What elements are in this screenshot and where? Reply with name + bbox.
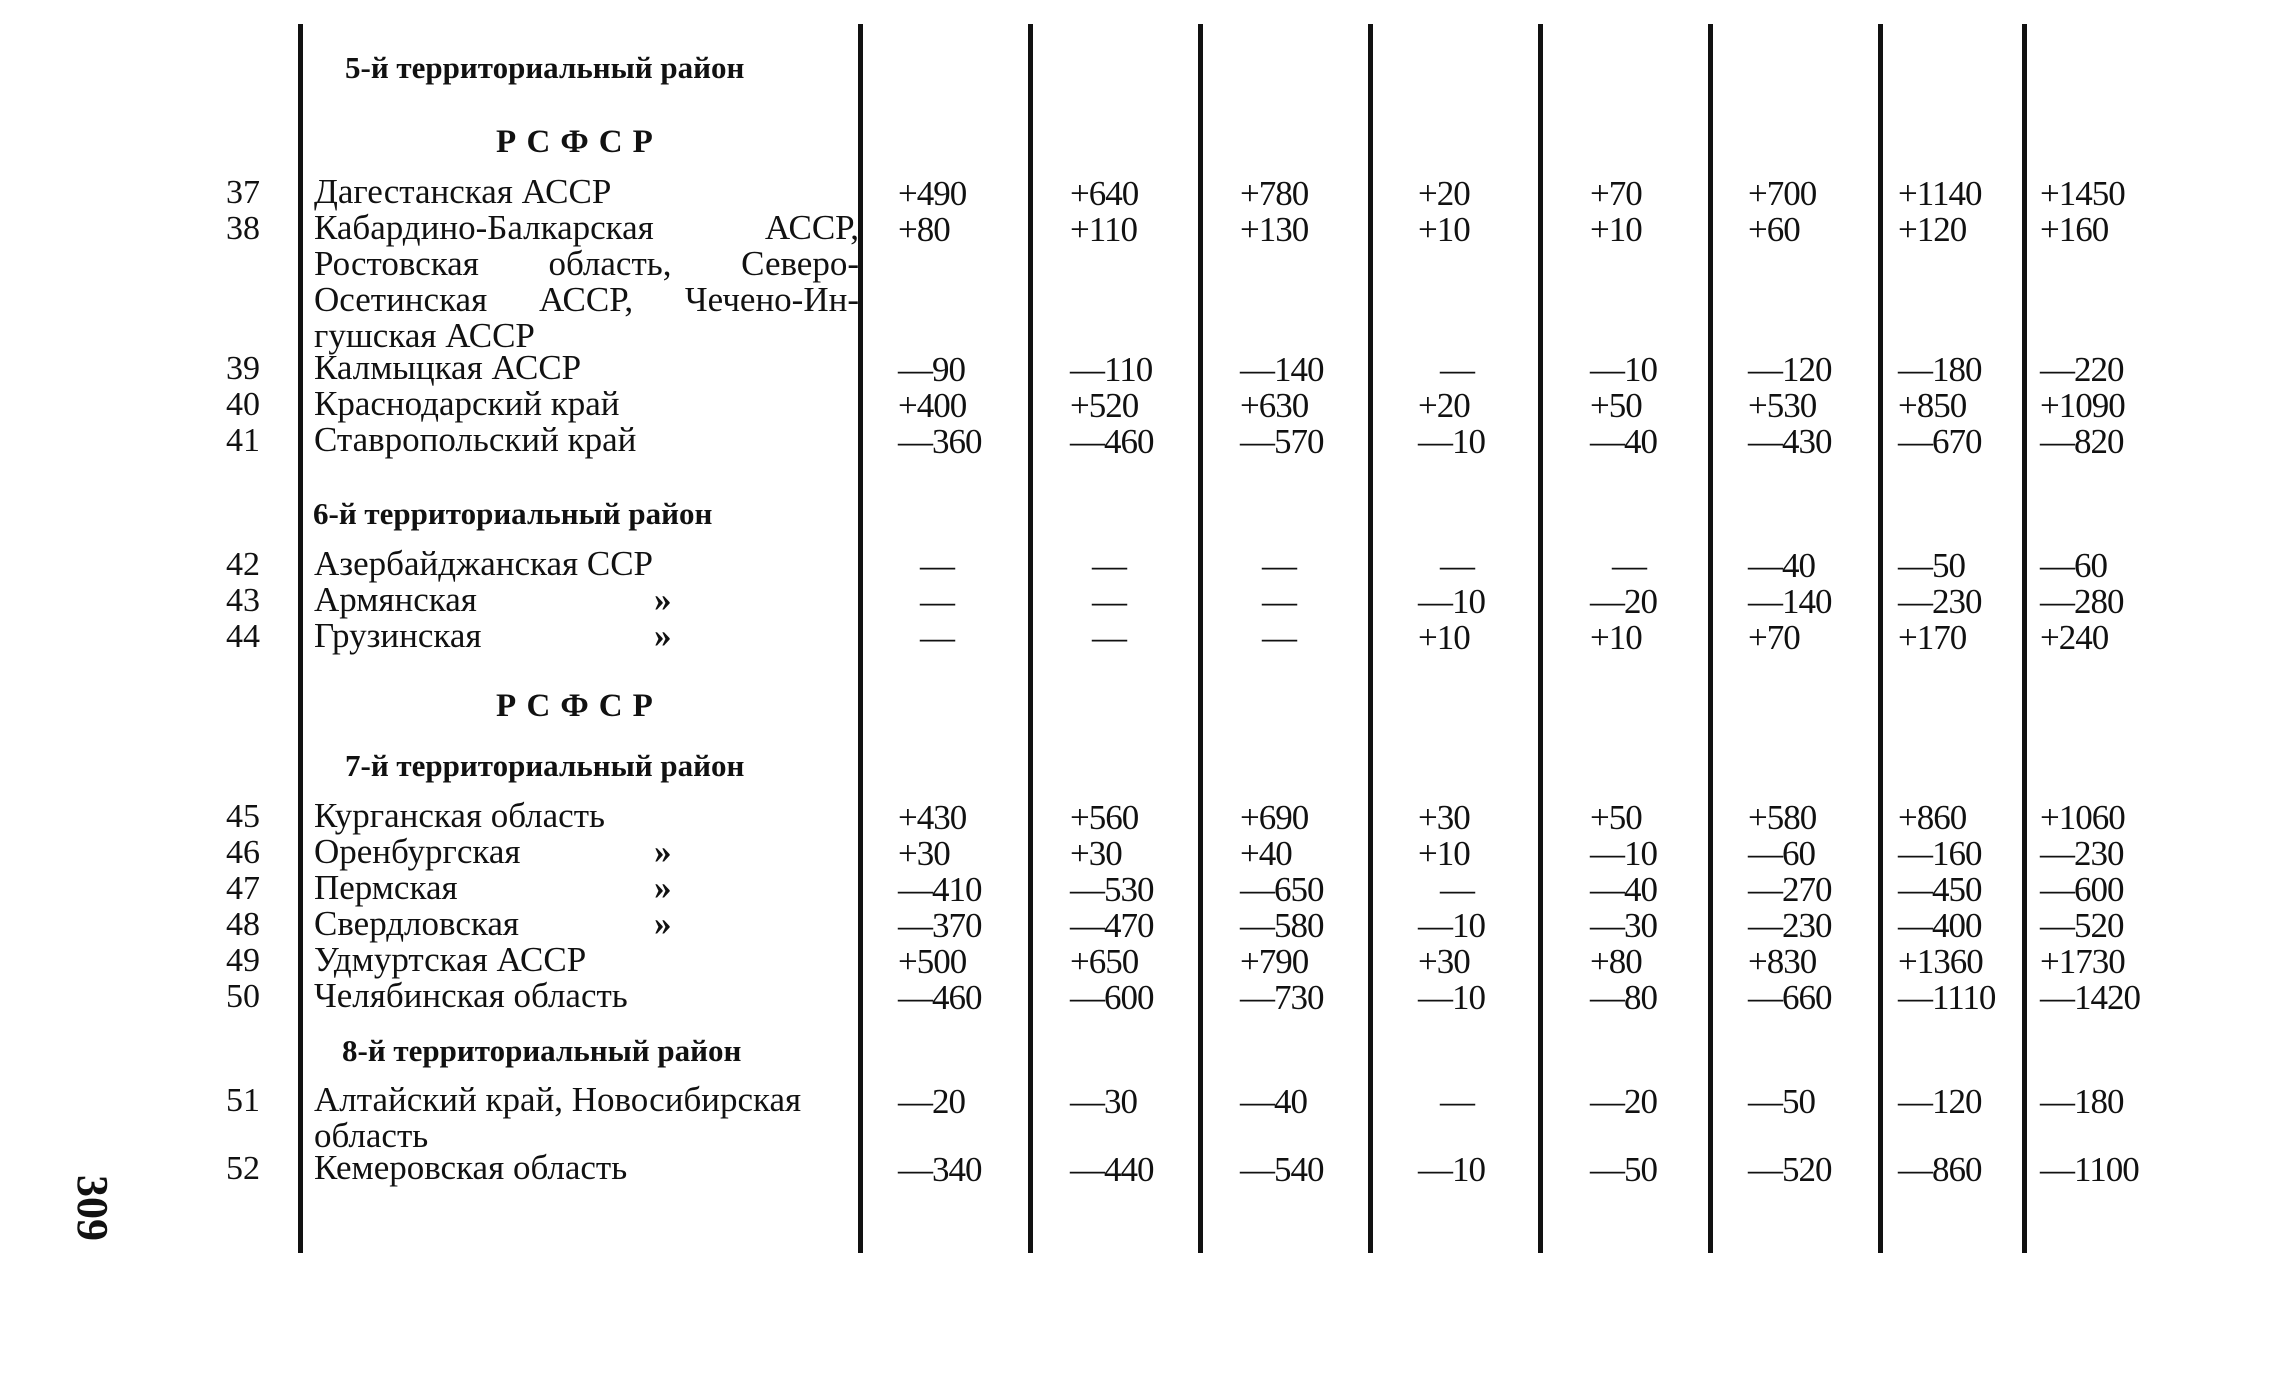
row-number: 39	[226, 350, 260, 387]
value-cell: —	[1612, 546, 1646, 585]
value-cell: +80	[1590, 942, 1642, 981]
value-cell: —1110	[1898, 978, 1996, 1017]
value-cell: —530	[1070, 870, 1154, 909]
row-number: 48	[226, 906, 260, 943]
value-cell: +130	[1240, 210, 1309, 249]
value-cell: —430	[1748, 422, 1832, 461]
value-cell: —820	[2040, 422, 2124, 461]
region-name-line: Ставропольский край	[314, 420, 637, 459]
value-cell: —50	[1748, 1082, 1815, 1121]
page-number: 309	[68, 1175, 117, 1241]
row-number: 37	[226, 174, 260, 211]
value-cell: +80	[898, 210, 950, 249]
region-name	[314, 582, 859, 618]
value-cell: —	[1262, 618, 1296, 657]
rule-col-2	[1028, 24, 1033, 1253]
value-cell: +630	[1240, 386, 1309, 425]
value-cell: —60	[2040, 546, 2107, 585]
region-name-line: Пермская »	[314, 868, 672, 907]
region-name-line: гушская АССР	[314, 316, 535, 355]
row-number: 44	[226, 618, 260, 655]
ditto-mark: »	[654, 580, 672, 619]
row-number: 42	[226, 546, 260, 583]
value-cell: —110	[1070, 350, 1153, 389]
region-name	[314, 422, 859, 458]
value-cell: —	[1440, 870, 1474, 909]
value-cell: —600	[1070, 978, 1154, 1017]
row-number: 51	[226, 1082, 260, 1119]
value-cell: —20	[1590, 582, 1657, 621]
value-cell: +30	[1418, 798, 1470, 837]
district-heading: 6-й территориальный район	[313, 496, 713, 531]
value-cell: —40	[1240, 1082, 1307, 1121]
value-cell: —20	[1590, 1082, 1657, 1121]
value-cell: —450	[1898, 870, 1982, 909]
value-cell: +400	[898, 386, 967, 425]
value-cell: +580	[1748, 798, 1817, 837]
row-number: 45	[226, 798, 260, 835]
ditto-mark: »	[654, 904, 672, 943]
value-cell: +530	[1748, 386, 1817, 425]
value-cell: —1420	[2040, 978, 2140, 1017]
value-cell: +430	[898, 798, 967, 837]
region-name	[314, 350, 859, 386]
region-name-line: Азербайджанская ССР	[314, 544, 654, 583]
value-cell: +1360	[1898, 942, 1983, 981]
region-name	[314, 834, 859, 870]
value-cell: —230	[1898, 582, 1982, 621]
value-cell: —600	[2040, 870, 2124, 909]
region-name-line: Ростовская область, Северо-	[314, 244, 859, 283]
region-name	[314, 386, 859, 422]
value-cell: —730	[1240, 978, 1324, 1017]
value-cell: +1060	[2040, 798, 2125, 837]
row-number: 43	[226, 582, 260, 619]
value-cell: —1100	[2040, 1150, 2139, 1189]
value-cell: +10	[1590, 618, 1642, 657]
region-name	[314, 798, 859, 834]
region-name-line: Калмыцкая АССР	[314, 348, 582, 387]
region-name	[314, 942, 859, 978]
value-cell: —	[1440, 1082, 1474, 1121]
value-cell: —660	[1748, 978, 1832, 1017]
region-name	[314, 174, 859, 210]
value-cell: +830	[1748, 942, 1817, 981]
region-name	[314, 1082, 859, 1154]
value-cell: +70	[1590, 174, 1642, 213]
region-name-line: Курганская область	[314, 796, 605, 835]
value-cell: —	[1092, 582, 1126, 621]
value-cell: +10	[1418, 210, 1470, 249]
region-name-line: Дагестанская АССР	[314, 172, 612, 211]
value-cell: +30	[1418, 942, 1470, 981]
value-cell: —	[920, 582, 954, 621]
value-cell: +110	[1070, 210, 1137, 249]
value-cell: —180	[1898, 350, 1982, 389]
value-cell: +640	[1070, 174, 1139, 213]
value-cell: —230	[2040, 834, 2124, 873]
value-cell: —40	[1590, 422, 1657, 461]
value-cell: +50	[1590, 798, 1642, 837]
value-cell: +20	[1418, 386, 1470, 425]
value-cell: —340	[898, 1150, 982, 1189]
value-cell: +30	[1070, 834, 1122, 873]
value-cell: +650	[1070, 942, 1139, 981]
value-cell: —	[920, 546, 954, 585]
row-number: 49	[226, 942, 260, 979]
value-cell: +70	[1748, 618, 1800, 657]
row-number: 38	[226, 210, 260, 247]
value-cell: —160	[1898, 834, 1982, 873]
value-cell: —860	[1898, 1150, 1982, 1189]
region-name-line: Кемеровская область	[314, 1148, 628, 1187]
rule-name-left	[298, 24, 303, 1253]
value-cell: —10	[1590, 350, 1657, 389]
value-cell: +10	[1418, 834, 1470, 873]
value-cell: —10	[1418, 582, 1485, 621]
value-cell: +500	[898, 942, 967, 981]
district-heading: 7-й территориальный район	[345, 748, 745, 783]
value-cell: +240	[2040, 618, 2109, 657]
value-cell: —80	[1590, 978, 1657, 1017]
value-cell: +120	[1898, 210, 1967, 249]
value-cell: +160	[2040, 210, 2109, 249]
region-name	[314, 978, 859, 1014]
value-cell: —540	[1240, 1150, 1324, 1189]
value-cell: +560	[1070, 798, 1139, 837]
region-name-line: Армянская »	[314, 580, 672, 619]
value-cell: +30	[898, 834, 950, 873]
region-name-line: Удмуртская АССР	[314, 940, 587, 979]
row-number: 40	[226, 386, 260, 423]
value-cell: —280	[2040, 582, 2124, 621]
ditto-mark: »	[654, 616, 672, 655]
region-name	[314, 210, 859, 354]
value-cell: —470	[1070, 906, 1154, 945]
region-name-line: Челябинская область	[314, 976, 628, 1015]
region-name-line: Грузинская »	[314, 616, 672, 655]
region-name-line: Алтайский край, Новосибирская	[314, 1080, 802, 1119]
value-cell: +10	[1590, 210, 1642, 249]
rule-col-5	[1538, 24, 1543, 1253]
value-cell: +1450	[2040, 174, 2125, 213]
value-cell: —	[1092, 618, 1126, 657]
value-cell: —370	[898, 906, 982, 945]
row-number: 47	[226, 870, 260, 907]
value-cell: —	[1440, 546, 1474, 585]
region-name-line: Свердловская »	[314, 904, 672, 943]
republic-heading: РСФСР	[496, 688, 663, 724]
value-cell: +1140	[1898, 174, 1982, 213]
value-cell: —30	[1070, 1082, 1137, 1121]
value-cell: —460	[898, 978, 982, 1017]
region-name	[314, 618, 859, 654]
value-cell: —670	[1898, 422, 1982, 461]
value-cell: —220	[2040, 350, 2124, 389]
region-name-line: область	[314, 1116, 429, 1155]
value-cell: —	[1262, 582, 1296, 621]
value-cell: —270	[1748, 870, 1832, 909]
value-cell: —120	[1898, 1082, 1982, 1121]
value-cell: +790	[1240, 942, 1309, 981]
value-cell: +860	[1898, 798, 1967, 837]
region-name-line: Кабардино-Балкарская АССР,	[314, 208, 859, 247]
value-cell: —20	[898, 1082, 965, 1121]
region-name	[314, 906, 859, 942]
value-cell: —	[920, 618, 954, 657]
value-cell: —400	[1898, 906, 1982, 945]
value-cell: —180	[2040, 1082, 2124, 1121]
district-heading: 5-й территориальный район	[345, 50, 745, 85]
value-cell: —140	[1748, 582, 1832, 621]
value-cell: +520	[1070, 386, 1139, 425]
value-cell: —	[1440, 350, 1474, 389]
value-cell: —650	[1240, 870, 1324, 909]
value-cell: —460	[1070, 422, 1154, 461]
region-name	[314, 1150, 859, 1186]
value-cell: +170	[1898, 618, 1967, 657]
value-cell: —580	[1240, 906, 1324, 945]
value-cell: —30	[1590, 906, 1657, 945]
ditto-mark: »	[654, 868, 672, 907]
rule-col-7	[1878, 24, 1883, 1253]
row-number: 46	[226, 834, 260, 871]
region-name	[314, 546, 859, 582]
row-number: 50	[226, 978, 260, 1015]
value-cell: +10	[1418, 618, 1470, 657]
value-cell: —40	[1590, 870, 1657, 909]
value-cell: —50	[1898, 546, 1965, 585]
rule-col-3	[1198, 24, 1203, 1253]
value-cell: +1730	[2040, 942, 2125, 981]
value-cell: +50	[1590, 386, 1642, 425]
value-cell: —140	[1240, 350, 1324, 389]
value-cell: —440	[1070, 1150, 1154, 1189]
rule-col-8	[2022, 24, 2027, 1253]
value-cell: —10	[1418, 1150, 1485, 1189]
value-cell: —10	[1590, 834, 1657, 873]
value-cell: —50	[1590, 1150, 1657, 1189]
value-cell: —10	[1418, 422, 1485, 461]
value-cell: —520	[2040, 906, 2124, 945]
region-name	[314, 870, 859, 906]
value-cell: +1090	[2040, 386, 2125, 425]
value-cell: +40	[1240, 834, 1292, 873]
value-cell: +690	[1240, 798, 1309, 837]
value-cell: +780	[1240, 174, 1309, 213]
ditto-mark: »	[654, 832, 672, 871]
value-cell: +700	[1748, 174, 1817, 213]
value-cell: —120	[1748, 350, 1832, 389]
row-number: 52	[226, 1150, 260, 1187]
rule-col-4	[1368, 24, 1373, 1253]
value-cell: —410	[898, 870, 982, 909]
rule-col-6	[1708, 24, 1713, 1253]
value-cell: +60	[1748, 210, 1800, 249]
value-cell: —	[1092, 546, 1126, 585]
district-heading: 8-й территориальный район	[342, 1033, 742, 1068]
value-cell: —60	[1748, 834, 1815, 873]
value-cell: —360	[898, 422, 982, 461]
value-cell: —570	[1240, 422, 1324, 461]
value-cell: —	[1262, 546, 1296, 585]
value-cell: —90	[898, 350, 965, 389]
value-cell: —10	[1418, 978, 1485, 1017]
value-cell: —40	[1748, 546, 1815, 585]
value-cell: —520	[1748, 1150, 1832, 1189]
region-name-line: Оренбургская »	[314, 832, 672, 871]
value-cell: —230	[1748, 906, 1832, 945]
value-cell: +850	[1898, 386, 1967, 425]
value-cell: +20	[1418, 174, 1470, 213]
value-cell: +490	[898, 174, 967, 213]
region-name-line: Осетинская АССР, Чечено-Ин-	[314, 280, 859, 319]
region-name-line: Краснодарский край	[314, 384, 620, 423]
row-number: 41	[226, 422, 260, 459]
value-cell: —10	[1418, 906, 1485, 945]
republic-heading: РСФСР	[496, 124, 663, 160]
